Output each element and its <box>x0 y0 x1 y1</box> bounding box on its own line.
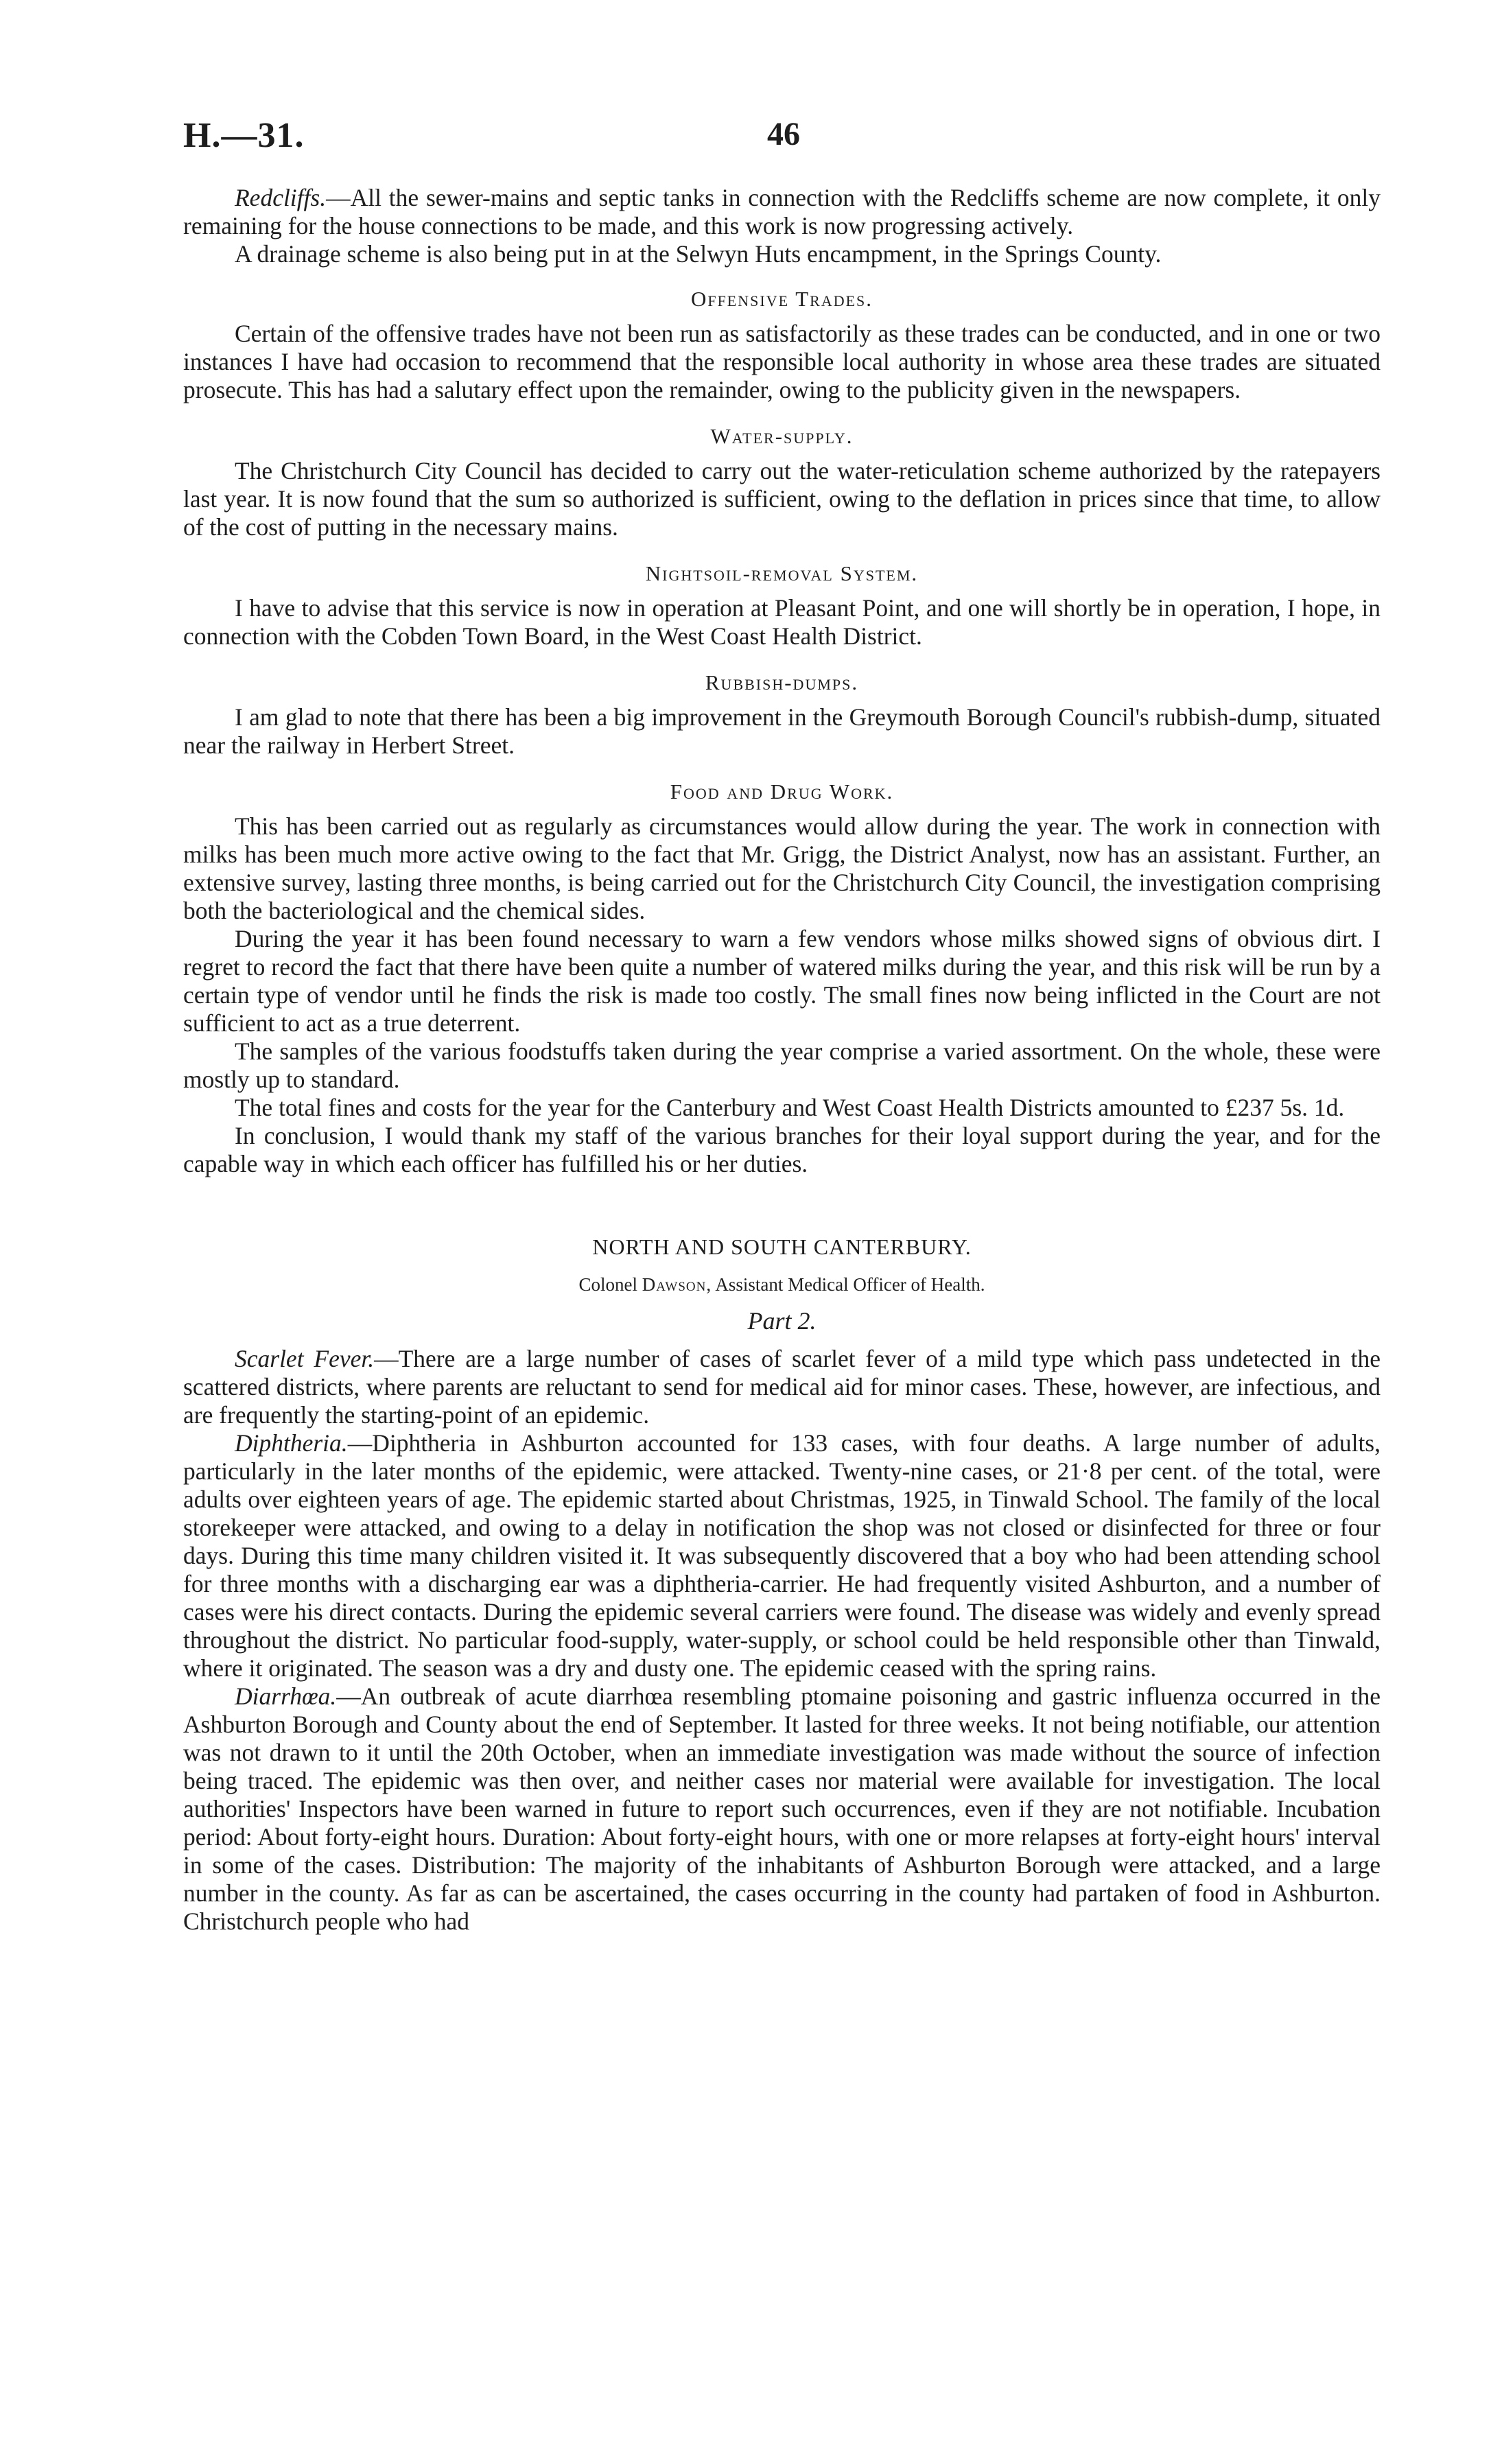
paragraph-text: The samples of the various foodstuffs taken during the year comprise a varied assortment. On the whole, these were mostly up to standard. <box>183 1037 1381 1093</box>
officer-rank: Colonel <box>578 1274 637 1295</box>
officer-role: Assistant Medical Officer of Health. <box>715 1274 985 1295</box>
paragraph-text: —All the sewer-mains and septic tanks in connection with the Redcliffs scheme are now complete, it only remaining for the house connections to be made, and this work is now progressing actively. <box>183 184 1381 239</box>
paragraph-text: I am glad to note that there has been a big improvement in the Greymouth Borough Council's rubbish-dump, situated near the railway in Herbert Street. <box>183 703 1381 759</box>
section-heading: Offensive Trades. <box>690 287 873 311</box>
section-heading: Rubbish-dumps. <box>705 670 859 694</box>
paragraph-text: This has been carried out as regularly as circumstances would allow during the year. The work in connection with milks has been much more active owing to the fact that Mr. Grigg, the District Analyst, now has an assistant. Further, an extensive survey, lasting three months, is being carried out for the Christchurch City Council, the investigation comprising both the bacteriological and the chemical sides. <box>183 812 1381 924</box>
paragraph <box>183 1682 1381 1936</box>
paragraph <box>183 1037 1381 1094</box>
district-title: NORTH AND SOUTH CANTERBURY. <box>592 1234 972 1259</box>
page-number: 46 <box>767 116 800 152</box>
paragraph-text: Certain of the offensive trades have not been run as satisfactorily as these trades can be conducted, and in one or two instances I have had occasion to recommend that the responsible local authority in whose area these trades are situated prosecute. This has had a salutary effect upon the remainder, owing to the publicity given in the newspapers. <box>183 320 1381 403</box>
paragraph-text: I have to advise that this service is now in operation at Pleasant Point, and one will shortly be in operation, I hope, in connection with the Cobden Town Board, in the West Coast Health District. <box>183 594 1381 650</box>
paragraph <box>183 1429 1381 1682</box>
paragraph-text: In conclusion, I would thank my staff of the various branches for their loyal support during the year, and for the capable way in which each officer has fulfilled his or her duties. <box>183 1122 1381 1177</box>
paragraph <box>183 320 1381 404</box>
paragraph-text: The Christchurch City Council has decided to carry out the water-reticulation scheme authorized by the ratepayers last year. It is now found that the sum so authorized is sufficient, owing to the deflation in prices since that time, to allow of the cost of putting in the necessary mains. <box>183 457 1381 541</box>
section-heading: Water-supply. <box>710 424 854 448</box>
paragraph-text: —Diphtheria in Ashburton accounted for 133 cases, with four deaths. A large number of adults, particularly in the later months of the epidemic, were attacked. Twenty-nine cases, or 21·8 per cent. of the total, were adults over eighteen years of age. The epidemic started about Christmas, 1925, in Tinwald School. The family of the local storekeeper were attacked, and owing to a delay in notification the shop was not closed or disinfected for three or four days. During this time many children visited it. It was subsequently discovered that a boy who had been attending school for three months with a discharging ear was a diphtheria-carrier. He had frequently visited Ashburton, and a number of cases were his direct contacts. During the epidemic several carriers were found. The disease was widely and evenly spread throughout the district. No particular food-supply, water-supply, or school could be held responsible other than Tinwald, where it originated. The season was a dry and dusty one. The epidemic ceased with the spring rains. <box>183 1429 1381 1682</box>
paragraph <box>183 812 1381 925</box>
paragraph-text: —An outbreak of acute diarrhœa resembling ptomaine poisoning and gastric influenza occurred in the Ashburton Borough and County about the end of September. It lasted for three weeks. It not being notifiable, our attention was not drawn to it until the 20th October, when an immediate investigation was made without the source of infection being traced. The epidemic was then over, and neither cases nor material were available for investigation. The local authorities' Inspectors have been warned in future to report such occurrences, even if they are not notifiable. Incubation period: About forty-eight hours. Duration: About forty-eight hours, with one or more relapses at forty-eight hours' interval in some of the cases. Distribution: The majority of the inhabitants of Ashburton Borough were attacked, and a large number in the county. As far as can be ascertained, the cases occurring in the county had partaken of food in Ashburton. Christchurch people who had <box>183 1682 1381 1935</box>
document-reference: H.—31. <box>183 116 305 155</box>
section-heading: Food and Drug Work. <box>670 779 894 803</box>
paragraph <box>183 594 1381 650</box>
paragraph <box>183 1345 1381 1429</box>
section-heading: Nightsoil-removal System. <box>645 561 919 585</box>
officer-line <box>183 1271 1381 1299</box>
body-text <box>183 184 1381 1936</box>
paragraph <box>183 1122 1381 1178</box>
paragraph <box>183 925 1381 1037</box>
paragraph-lead: Diarrhœa. <box>235 1682 337 1710</box>
paragraph-lead: Scarlet Fever. <box>235 1345 375 1372</box>
paragraph <box>183 457 1381 541</box>
paragraph-lead: Redcliffs. <box>235 184 327 211</box>
paragraph-text: —There are a large number of cases of scarlet fever of a mild type which pass undetected in the scattered districts, where parents are reluctant to send for medical aid for minor cases. These, however, are infectious, and are frequently the starting-point of an epidemic. <box>183 1345 1381 1429</box>
officer-name: Dawson, <box>642 1274 712 1295</box>
paragraph-text: During the year it has been found necessary to warn a few vendors whose milks showed signs of obvious dirt. I regret to record the fact that there have been quite a number of watered milks during the year, and this risk will be run by a certain type of vendor until he finds the risk is made too costly. The small fines now being inflicted in the Court are not sufficient to act as a true deterrent. <box>183 925 1381 1037</box>
paragraph <box>183 703 1381 760</box>
paragraph-lead: Diphtheria. <box>235 1429 348 1457</box>
part-label: Part 2. <box>747 1307 817 1335</box>
paragraph-text: The total fines and costs for the year for the Canterbury and West Coast Health Districts amounted to £237 5s. 1d. <box>235 1094 1345 1121</box>
paragraph <box>183 184 1381 240</box>
paragraph-text: A drainage scheme is also being put in at the Selwyn Huts encampment, in the Springs County. <box>235 240 1162 268</box>
paragraph <box>183 240 1381 268</box>
paragraph <box>183 1094 1381 1122</box>
